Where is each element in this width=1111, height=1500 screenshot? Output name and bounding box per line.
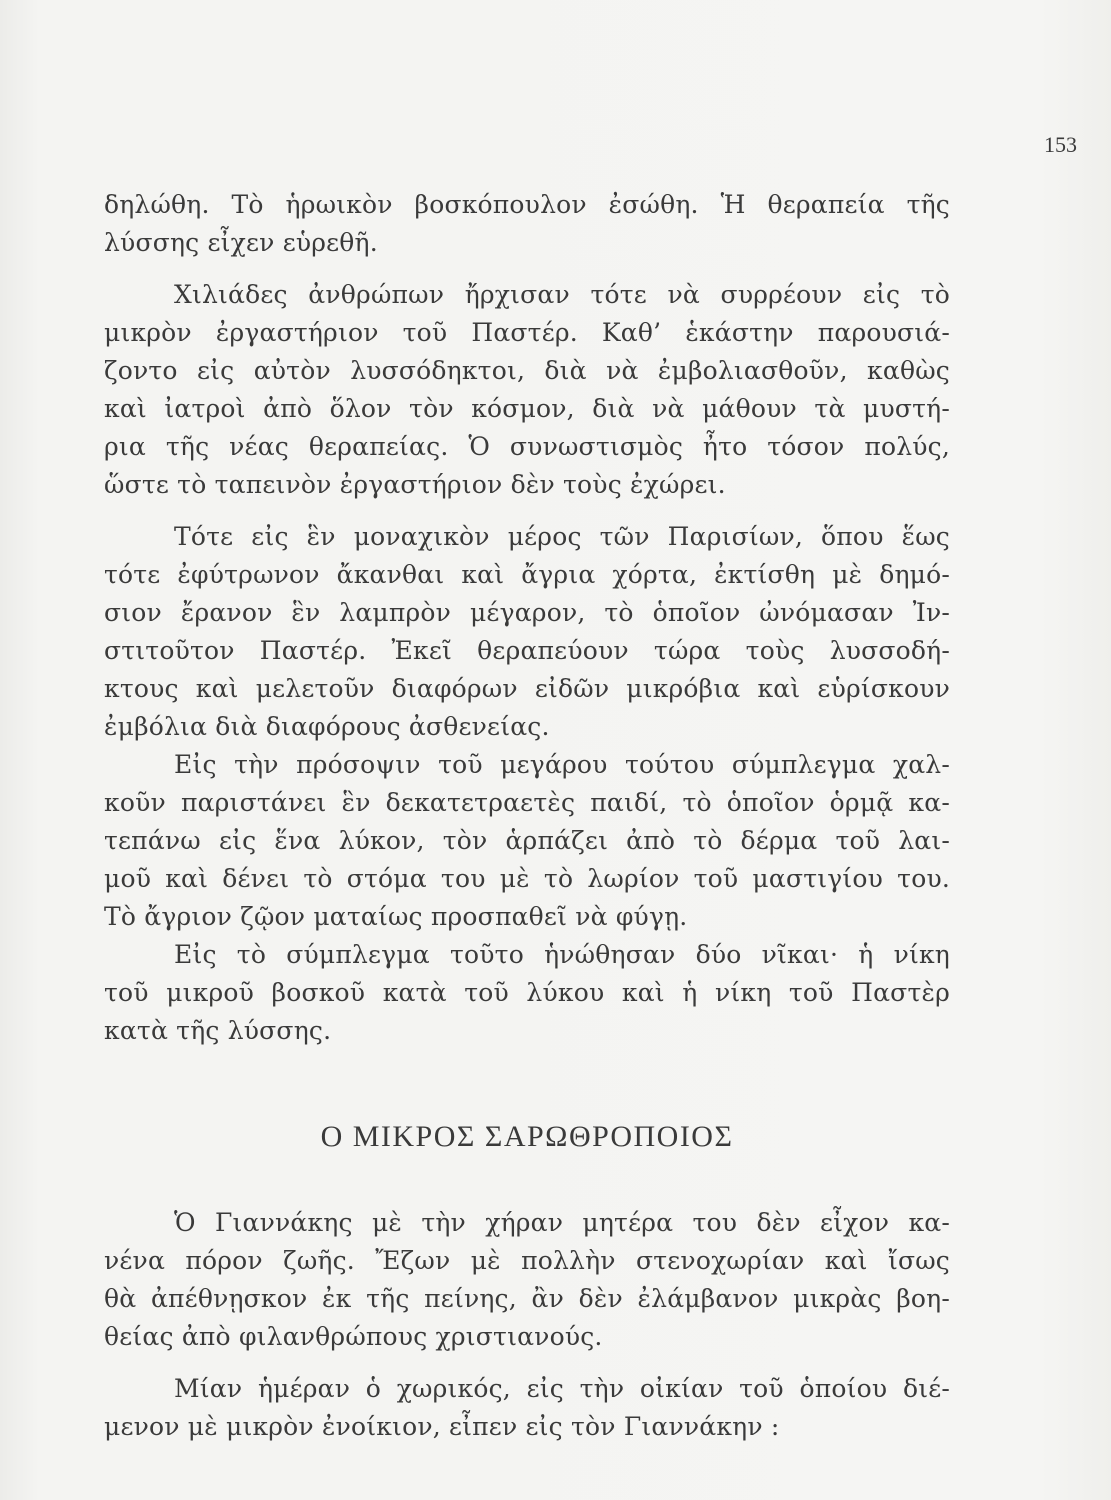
text-line: καὶ ἰατροὶ ἀπὸ ὅλον τὸν κόσμον, διὰ νὰ μάθουν τὰ μυστή- — [104, 394, 950, 423]
text-line: μοῦ καὶ δένει τὸ στόμα του μὲ τὸ λωρίον τοῦ μαστιγίου του. — [104, 864, 950, 893]
text-line: μενον μὲ μικρὸν ἐνοίκιον, εἶπεν εἰς τὸν Γιαννάκην : — [104, 1412, 780, 1441]
text-line: Τότε εἰς ἓν μοναχικὸν μέρος τῶν Παρισίων, ὅπου ἕως — [174, 522, 950, 551]
text-block-top — [104, 186, 950, 1050]
text-line: δηλώθη. Τὸ ἡρωικὸν βοσκόπουλον ἐσώθη. Ἡ θεραπεία τῆς — [104, 190, 950, 219]
text-line: θείας ἀπὸ φιλανθρώπους χριστιανούς. — [104, 1322, 603, 1351]
text-line: νένα πόρον ζωῆς. Ἔζων μὲ πολλὴν στενοχωρίαν καὶ ἴσως — [104, 1246, 950, 1275]
page-number: 153 — [1044, 132, 1077, 157]
text-line: Μίαν ἡμέραν ὁ χωρικός, εἰς τὴν οἰκίαν τοῦ ὁποίου διέ- — [174, 1374, 950, 1403]
text-line: στιτοῦτον Παστέρ. Ἐκεῖ θεραπεύουν τώρα τοὺς λυσσοδή- — [104, 636, 950, 665]
text-line: θὰ ἀπέθνῃσκον ἐκ τῆς πείνης, ἂν δὲν ἐλάμβανον μικρὰς βοη- — [104, 1284, 950, 1313]
text-line: ζοντο εἰς αὐτὸν λυσσόδηκτοι, διὰ νὰ ἐμβολιασθοῦν, καθὼς — [104, 356, 950, 385]
text-line: Εἰς τὴν πρόσοψιν τοῦ μεγάρου τούτου σύμπλεγμα χαλ- — [174, 750, 950, 779]
text-line: τοῦ μικροῦ βοσκοῦ κατὰ τοῦ λύκου καὶ ἡ νίκη τοῦ Παστὲρ — [104, 978, 950, 1007]
text-line: τότε ἐφύτρωνον ἄκανθαι καὶ ἄγρια χόρτα, ἐκτίσθη μὲ δημό- — [104, 560, 950, 589]
text-line: σιον ἔρανον ἓν λαμπρὸν μέγαρον, τὸ ὁποῖον ὠνόμασαν Ἰν- — [104, 598, 950, 627]
text-line: τεπάνω εἰς ἕνα λύκον, τὸν ἁρπάζει ἀπὸ τὸ δέρμα τοῦ λαι- — [104, 826, 950, 855]
text-line: κτους καὶ μελετοῦν διαφόρων εἰδῶν μικρόβια καὶ εὑρίσκουν — [104, 674, 950, 703]
text-line: κοῦν παριστάνει ἓν δεκατετραετὲς παιδί, τὸ ὁποῖον ὁρμᾷ κα- — [104, 788, 950, 817]
text-line: Ὁ Γιαννάκης μὲ τὴν χήραν μητέρα του δὲν εἶχον κα- — [174, 1208, 950, 1237]
text-line: Χιλιάδες ἀνθρώπων ἤρχισαν τότε νὰ συρρέουν εἰς τὸ — [174, 280, 950, 309]
text-block-bottom — [104, 1204, 950, 1446]
text-line: ρια τῆς νέας θεραπείας. Ὁ συνωστισμὸς ἦτο τόσον πολύς, — [104, 432, 950, 461]
section-heading: Ο ΜΙΚΡΟΣ ΣΑΡΩΘΡΟΠΟΙΟΣ — [320, 1120, 734, 1153]
text-line: λύσσης εἶχεν εὑρεθῆ. — [104, 228, 378, 257]
text-line: Εἰς τὸ σύμπλεγμα τοῦτο ἡνώθησαν δύο νῖκαι· ἡ νίκη — [174, 940, 950, 969]
text-line: κατὰ τῆς λύσσης. — [104, 1016, 332, 1045]
text-line: μικρὸν ἐργαστήριον τοῦ Παστέρ. Καθ’ ἑκάστην παρουσιά- — [104, 318, 950, 347]
text-line: Τὸ ἄγριον ζῷον ματαίως προσπαθεῖ νὰ φύγῃ. — [104, 902, 688, 931]
text-line: ὥστε τὸ ταπεινὸν ἐργαστήριον δὲν τοὺς ἐχώρει. — [104, 470, 726, 499]
text-line: ἐμβόλια διὰ διαφόρους ἀσθενείας. — [104, 712, 550, 741]
